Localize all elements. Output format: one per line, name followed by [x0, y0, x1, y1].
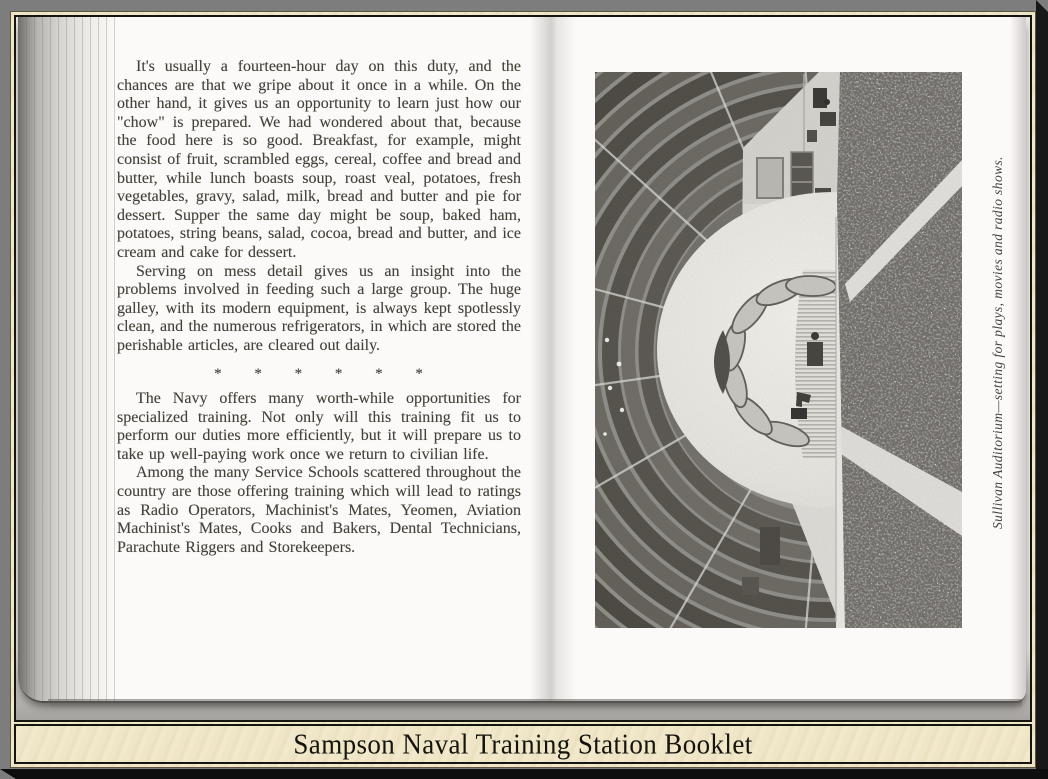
- page-frame: [10, 11, 1036, 768]
- book-page-edges-left: [18, 17, 116, 701]
- caption-bar: [14, 724, 1032, 764]
- book-gutter: [530, 17, 576, 701]
- photo-caption-vertical: Sullivan Auditorium—setting for plays, movies and radio shows.: [990, 156, 1005, 530]
- book-shadow: [48, 699, 1022, 709]
- paragraph: Serving on mess detail gives us an insight into the problems involved in feeding such a large group. The huge galley, with its modern equipment, is always kept spotlessly clean, and the numerous refrigerators, in which are stored the perishable articles, are cleared out daily.: [117, 262, 521, 354]
- scanned-booklet-image: [14, 15, 1032, 722]
- paragraph: It's usually a fourteen-hour day on this duty, and the chances are that we gripe about it once in a while. On the other hand, it gives us an opportunity to learn just how our "chow" is prepared. We had wondered about that, because the food here is so good. Breakfast, for example, might consist of fruit, scrambled eggs, cereal, coffee and bread and butter, while lunch boasts soup, roast veal, potatoes, fresh vegetables, gravy, salad, milk, bread and butter and pie for dessert. Supper the same day might be soup, baked ham, potatoes, string beans, salad, cocoa, bread and butter, and ice cream and cake for dessert.: [117, 58, 521, 261]
- caption-text: Sampson Naval Training Station Booklet: [293, 727, 753, 760]
- auditorium-photo: [595, 72, 962, 628]
- left-page-text: [117, 58, 521, 557]
- asterisk-divider: * * * * * *: [214, 365, 424, 382]
- paragraph: Among the many Service Schools scattered throughout the country are those offering training which will lead to ratings as Radio Operators, Machinist's Mates, Yeomen, Aviation Machinist's Mates, Cooks and Bakers, Dental Technicians, Parachute Riggers and Storekeepers.: [117, 464, 521, 556]
- book-page-edges-right: [1010, 17, 1026, 701]
- paragraph: The Navy offers many worth-while opportunities for specialized training. Not only will this training fit us to perform our duties more efficiently, but it will prepare us to take up well-paying work once we return to civilian life.: [117, 390, 521, 463]
